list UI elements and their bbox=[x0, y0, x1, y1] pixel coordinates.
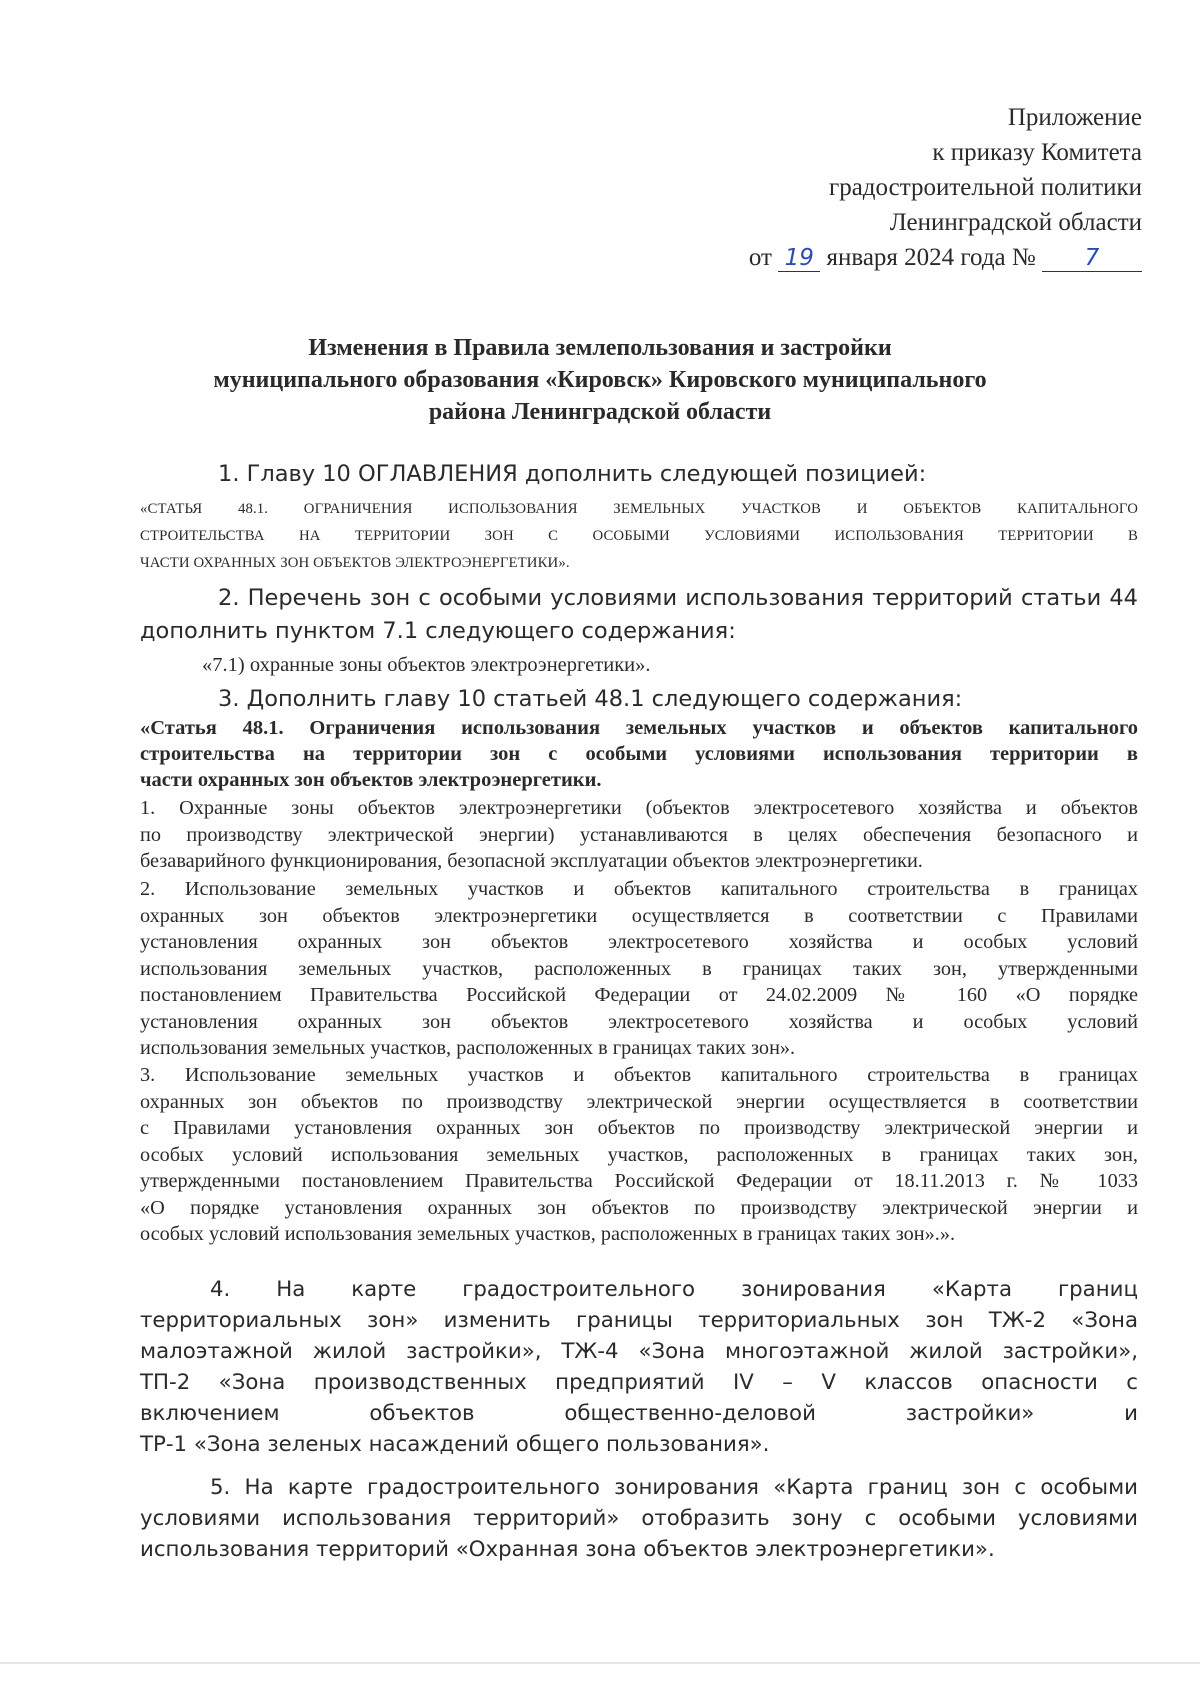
paragraph-line: по производству электрической энергии) устанавливаются в целях обеспечения безопасного и bbox=[140, 823, 1138, 846]
paragraph-line: установления охранных зон объектов электросетевого хозяйства и особых условий bbox=[140, 931, 1138, 953]
paragraph-line: 3. Использование земельных участков и объектов капитального строительства в границах bbox=[140, 1064, 1138, 1086]
item-5-line: условиями использования территорий» отобразить зону с особыми условиями bbox=[140, 1506, 1138, 1531]
order-date-line bbox=[749, 240, 1142, 275]
caps-line: «СТАТЬЯ 48.1. ОГРАНИЧЕНИЯ ИСПОЛЬЗОВАНИЯ ЗЕМЕЛЬНЫХ УЧАСТКОВ И ОБЪЕКТОВ КАПИТАЛЬНОГО bbox=[140, 501, 1138, 517]
paragraph-line: использования земельных участков, расположенных в границах таких зон, утвержденными bbox=[140, 957, 1138, 980]
item-3-text: 3. Дополнить главу 10 статьей 48.1 следующего содержания: bbox=[218, 686, 963, 712]
title-line: района Ленинградской области bbox=[428, 399, 772, 425]
paragraph-line: охранных зон объектов по производству электрической энергии осуществляется в соответствии bbox=[140, 1090, 1138, 1113]
item-4-text bbox=[140, 1274, 1138, 1460]
handwritten-number: 7 bbox=[1042, 245, 1142, 272]
item-4-line: ТП-2 «Зона производственных предприятий IV – V классов опасности с bbox=[140, 1370, 1138, 1395]
region-name: Ленинградской области bbox=[889, 209, 1142, 236]
item-2-quote: «7.1) охранные зоны объектов электроэнергетики». bbox=[202, 654, 651, 676]
item-4-line: 4. На карте градостроительного зонирования «Карта границ bbox=[210, 1277, 1138, 1302]
item-5-line: 5. На карте градостроительного зонирования «Карта границ зон с особыми bbox=[210, 1475, 1138, 1500]
heading-line: строительства на территории зон с особыми условиями использования территории в bbox=[140, 743, 1138, 765]
paragraph-line: охранных зон объектов электроэнергетики осуществляется в соответствии с Правилами bbox=[140, 904, 1138, 927]
paragraph-line: использования земельных участков, расположенных в границах таких зон». bbox=[140, 1037, 796, 1059]
heading-line: «Статья 48.1. Ограничения использования земельных участков и объектов капитального bbox=[140, 717, 1138, 739]
item-4-line: территориальных зон» изменить границы территориальных зон ТЖ-2 «Зона bbox=[140, 1308, 1138, 1333]
committee-name: градостроительной политики bbox=[828, 174, 1142, 201]
item-1-text: 1. Главу 10 ОГЛАВЛЕНИЯ дополнить следующей позицией: bbox=[218, 461, 927, 487]
item-4-line: ТР-1 «Зона зеленых насаждений общего пользования». bbox=[140, 1432, 770, 1457]
paragraph-line: особых условий использования земельных участков, расположенных в границах таких зон, bbox=[140, 1143, 1138, 1166]
heading-line: части охранных зон объектов электроэнергетики. bbox=[140, 769, 602, 791]
caps-line: СТРОИТЕЛЬСТВА НА ТЕРРИТОРИИ ЗОН С ОСОБЫМИ УСЛОВИЯМИ ИСПОЛЬЗОВАНИЯ ТЕРРИТОРИИ В bbox=[140, 528, 1138, 544]
article-paragraph-3 bbox=[140, 1062, 1138, 1248]
caps-line: ЧАСТИ ОХРАННЫХ ЗОН ОБЪЕКТОВ ЭЛЕКТРОЭНЕРГЕТИКИ». bbox=[140, 555, 570, 571]
title-line: муниципального образования «Кировск» Кировского муниципального bbox=[213, 367, 987, 393]
item-2-line: 2. Перечень зон с особыми условиями использования территорий статьи 44 bbox=[218, 585, 1138, 611]
handwritten-day: 19 bbox=[778, 245, 820, 272]
paragraph-line: с Правилами установления охранных зон объектов по производству электрической энергии и bbox=[140, 1117, 1138, 1139]
paragraph-line: 2. Использование земельных участков и объектов капитального строительства в границах bbox=[140, 878, 1138, 900]
item-2-line: дополнить пунктом 7.1 следующего содержания: bbox=[140, 618, 736, 644]
date-middle: января 2024 года № bbox=[826, 244, 1036, 271]
order-reference: к приказу Комитета bbox=[932, 139, 1142, 166]
item-4-line: малоэтажной жилой застройки», ТЖ-4 «Зона многоэтажной жилой застройки», bbox=[140, 1339, 1138, 1364]
appendix-label: Приложение bbox=[1007, 104, 1142, 131]
scan-edge-line bbox=[0, 1662, 1200, 1664]
appendix-header bbox=[749, 100, 1142, 275]
document-title bbox=[140, 332, 1060, 428]
paragraph-line: особых условий использования земельных участков, расположенных в границах таких зон».». bbox=[140, 1223, 956, 1245]
paragraph-line: постановлением Правительства Российской Федерации от 24.02.2009 № 160 «О порядке bbox=[140, 984, 1138, 1006]
item-4-line: включением объектов общественно-деловой застройки» и bbox=[140, 1401, 1138, 1426]
item-5-text bbox=[140, 1472, 1138, 1565]
item-5-line: использования территорий «Охранная зона объектов электроэнергетики». bbox=[140, 1537, 995, 1562]
paragraph-line: безаварийного функционирования, безопасной эксплуатации объектов электроэнергетики. bbox=[140, 850, 923, 872]
paragraph-line: 1. Охранные зоны объектов электроэнергетики (объектов электросетевого хозяйства и объектов bbox=[140, 797, 1138, 819]
paragraph-line: установления охранных зон объектов электросетевого хозяйства и особых условий bbox=[140, 1010, 1138, 1033]
title-line: Изменения в Правила землепользования и застройки bbox=[308, 335, 892, 361]
paragraph-line: «О порядке установления охранных зон объектов по производству электрической энергии и bbox=[140, 1196, 1138, 1219]
item-2-text bbox=[140, 582, 1138, 648]
article-48-1-heading bbox=[140, 715, 1138, 793]
article-paragraph-2 bbox=[140, 876, 1138, 1062]
date-prefix: от bbox=[748, 244, 772, 271]
article-paragraph-1 bbox=[140, 795, 1138, 875]
paragraph-line: утвержденными постановлением Правительства Российской Федерации от 18.11.2013 г. № 1033 bbox=[140, 1170, 1138, 1192]
